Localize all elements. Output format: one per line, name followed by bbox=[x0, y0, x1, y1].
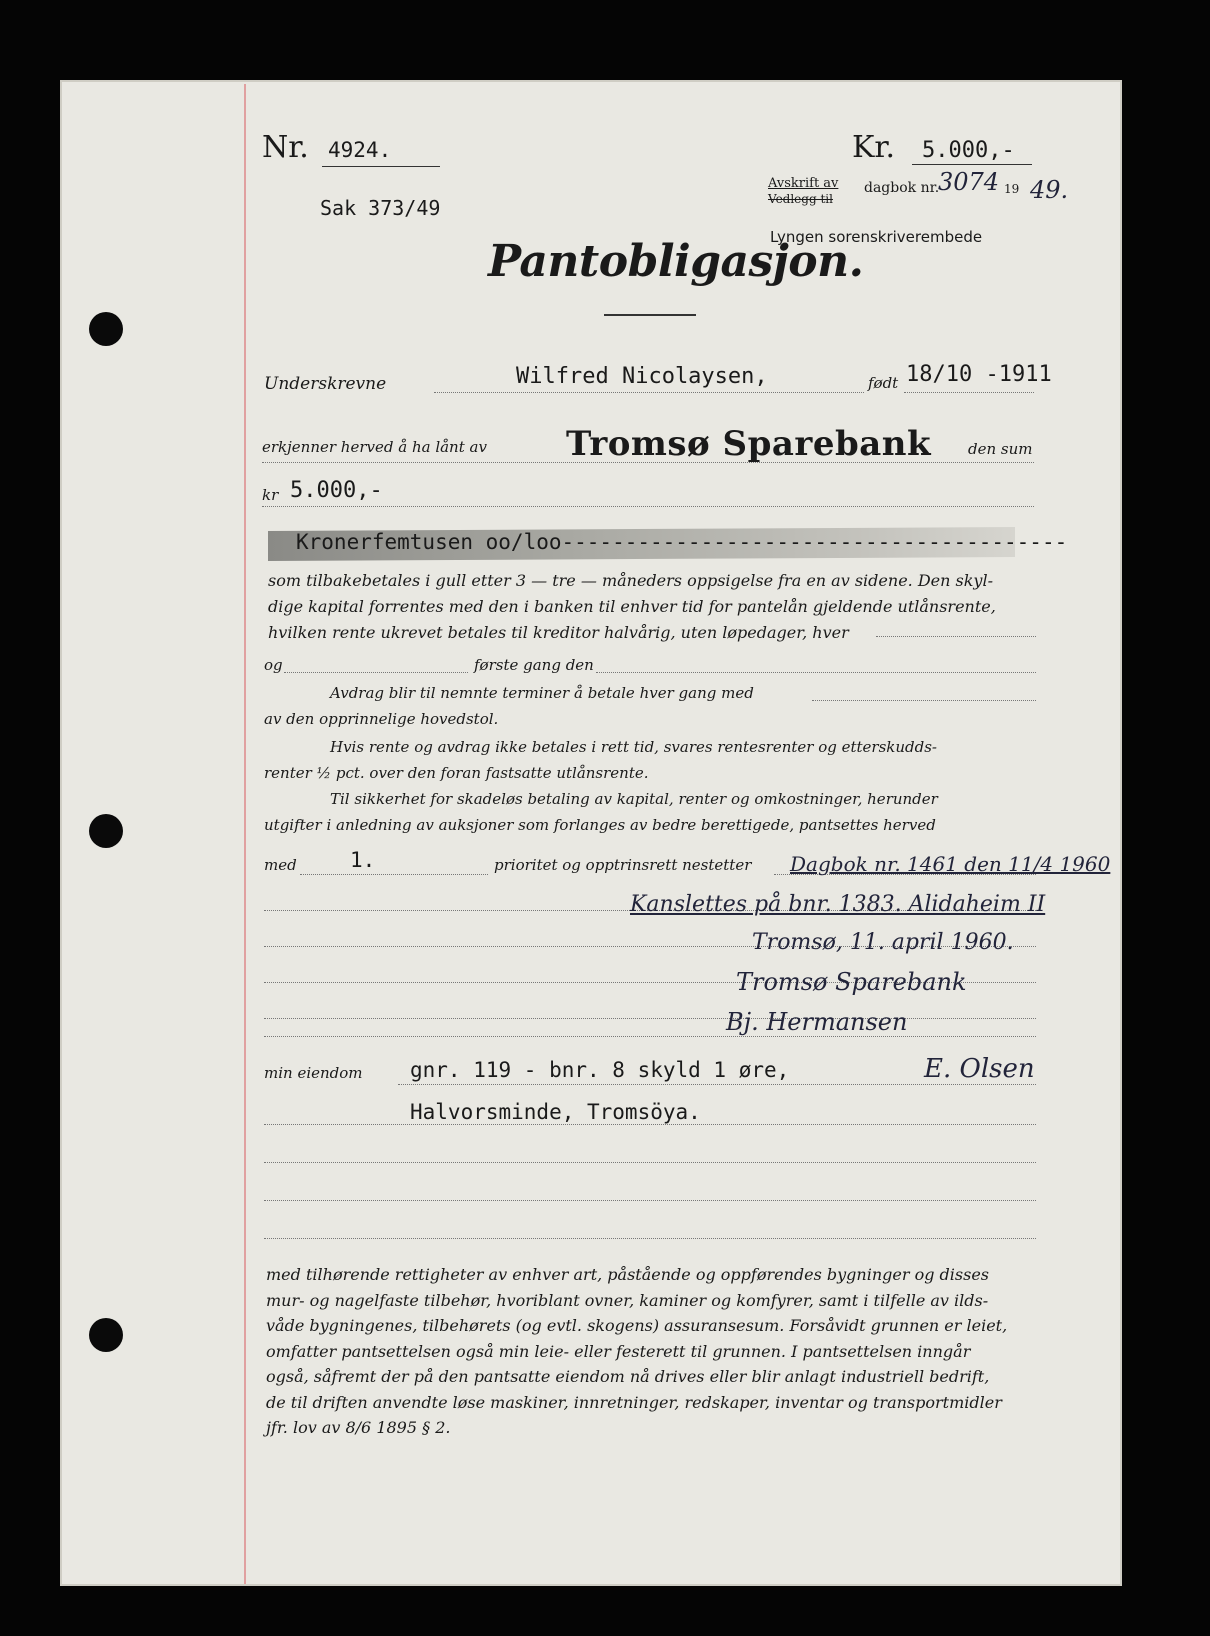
sikkerhet-line: utgifter i anledning av auksjoner som forlanges av bedre berettigede, pantsettes herved bbox=[264, 816, 936, 834]
punch-hole bbox=[89, 1318, 123, 1352]
lender-name: Tromsø Sparebank bbox=[566, 424, 932, 464]
dagbok-label: dagbok nr. bbox=[864, 180, 940, 196]
kr-value: 5.000,- bbox=[922, 138, 1015, 163]
borrower-name: Wilfred Nicolaysen, bbox=[516, 364, 768, 389]
undersk-label: Underskrevne bbox=[264, 374, 387, 394]
margin-line bbox=[244, 84, 246, 1584]
fodt-line bbox=[904, 392, 1034, 393]
avdrag-line: av den opprinnelige hovedstol. bbox=[264, 710, 499, 728]
amount-words: Kronerfemtusen oo/loo---------------------------------------- bbox=[296, 530, 1068, 554]
hand-dagbok-note: Dagbok nr. 1461 den 11/4 1960 bbox=[790, 852, 1111, 876]
sum-value: 5.000,- bbox=[290, 478, 383, 503]
avdrag-line: Avdrag blir til nemnte terminer å betale hver gang med bbox=[330, 684, 754, 702]
forste-gang-label: første gang den bbox=[474, 656, 594, 674]
kr-prefix: kr bbox=[262, 486, 279, 504]
hand-signature: Bj. Hermansen bbox=[726, 1008, 908, 1036]
terms-line: som tilbakebetales i gull etter 3 — tre — måneders oppsigelse fra en av sidene. Den skyl- bbox=[268, 571, 993, 590]
rights-line: også, såfremt der på den pantsatte eiendom nå drives eller blir anlagt industriell bedrift, bbox=[266, 1367, 990, 1386]
sikkerhet-line: Til sikkerhet for skadeløs betaling av kapital, renter og omkostninger, herunder bbox=[330, 790, 938, 808]
prioritet-text: prioritet og opptrinsrett nestetter bbox=[494, 856, 752, 874]
office-name: Lyngen sorenskriverembede bbox=[770, 228, 983, 246]
avdrag-fill-line bbox=[812, 700, 1036, 701]
rights-line: våde bygningenes, tilbehørets (og evtl. skogens) assuransesum. Forsåvidt grunnen er leiet, bbox=[266, 1316, 1008, 1335]
min-eiendom-label: min eiendom bbox=[264, 1064, 363, 1082]
dagbok-number: 3074 bbox=[938, 168, 1000, 196]
property-line: gnr. 119 - bnr. 8 skyld 1 øre, bbox=[410, 1058, 790, 1082]
sum-line bbox=[262, 506, 1034, 507]
fill-line bbox=[398, 1084, 1036, 1085]
lender-line bbox=[262, 462, 1034, 463]
fill-line bbox=[264, 1018, 1036, 1019]
erkjenner-label: erkjenner herved å ha lånt av bbox=[262, 438, 487, 456]
hand-signature: E. Olsen bbox=[924, 1054, 1035, 1084]
terms-line: hvilken rente ukrevet betales til kreditor halvårig, uten løpedager, hver bbox=[268, 623, 849, 642]
forste-gang-line bbox=[596, 672, 1036, 673]
vedlegg-label: Vedlegg til bbox=[768, 192, 833, 206]
punch-hole bbox=[89, 312, 123, 346]
prioritet-line bbox=[300, 874, 488, 875]
nr-underline bbox=[322, 166, 440, 167]
fill-line bbox=[264, 1124, 1036, 1125]
terms-line: dige kapital forrentes med den i banken til enhver tid for pantelån gjeldende utlånsrente, bbox=[268, 597, 996, 616]
nr-label: Nr. bbox=[262, 130, 309, 165]
den-sum-label: den sum bbox=[968, 440, 1033, 458]
birth-date: 18/10 -1911 bbox=[906, 362, 1052, 387]
rights-line: de til driften anvendte løse maskiner, innretninger, redskaper, inventar og transportmidler bbox=[266, 1392, 1002, 1412]
fill-line bbox=[264, 1162, 1036, 1163]
document-title: Pantobligasjon. bbox=[488, 236, 864, 287]
hand-bank-name: Tromsø Sparebank bbox=[736, 968, 967, 996]
sak-number: Sak 373/49 bbox=[320, 196, 441, 220]
rights-line: mur- og nagelfaste tilbehør, hvoriblant ovner, kaminer og komfyrer, samt i tilfelle av ilds- bbox=[266, 1290, 989, 1310]
prioritet-value: 1. bbox=[350, 848, 376, 872]
dagbok-year: 49. bbox=[1030, 176, 1069, 204]
dagbok-19: 19 bbox=[1004, 182, 1020, 196]
nr-value: 4924. bbox=[328, 138, 392, 162]
property-line: Halvorsminde, Tromsöya. bbox=[410, 1100, 701, 1124]
med-label: med bbox=[264, 856, 297, 874]
hand-kanslettes-note: Kanslettes på bnr. 1383. Alidaheim II bbox=[630, 892, 1046, 917]
kr-label: Kr. bbox=[852, 130, 895, 165]
rights-line: omfatter pantsettelsen også min leie- eller festerett til grunnen. I pantsettelsen inngår bbox=[266, 1341, 971, 1361]
rights-line: med tilhørende rettigheter av enhver art, påstående og oppførendes bygninger og disses bbox=[266, 1265, 990, 1284]
fodt-label: født bbox=[868, 374, 899, 392]
fill-line bbox=[264, 1200, 1036, 1201]
hand-place-date: Tromsø, 11. april 1960. bbox=[752, 930, 1014, 955]
title-underline bbox=[604, 314, 696, 316]
kr-underline bbox=[912, 164, 1032, 165]
fill-line bbox=[264, 1036, 1036, 1037]
rights-line: jfr. lov av 8/6 1895 § 2. bbox=[266, 1418, 451, 1437]
avskrift-label: Avskrift av bbox=[768, 176, 839, 191]
hvis-line: renter ½ pct. over den foran fastsatte utlånsrente. bbox=[264, 764, 649, 782]
punch-hole bbox=[89, 814, 123, 848]
fill-line bbox=[264, 1238, 1036, 1239]
og-fill-line bbox=[284, 672, 468, 673]
og-label: og bbox=[264, 656, 283, 674]
terms-fill-line bbox=[876, 636, 1036, 637]
hvis-line: Hvis rente og avdrag ikke betales i rett tid, svares rentesrenter og etterskudds- bbox=[330, 738, 938, 756]
undersk-line bbox=[434, 392, 864, 393]
